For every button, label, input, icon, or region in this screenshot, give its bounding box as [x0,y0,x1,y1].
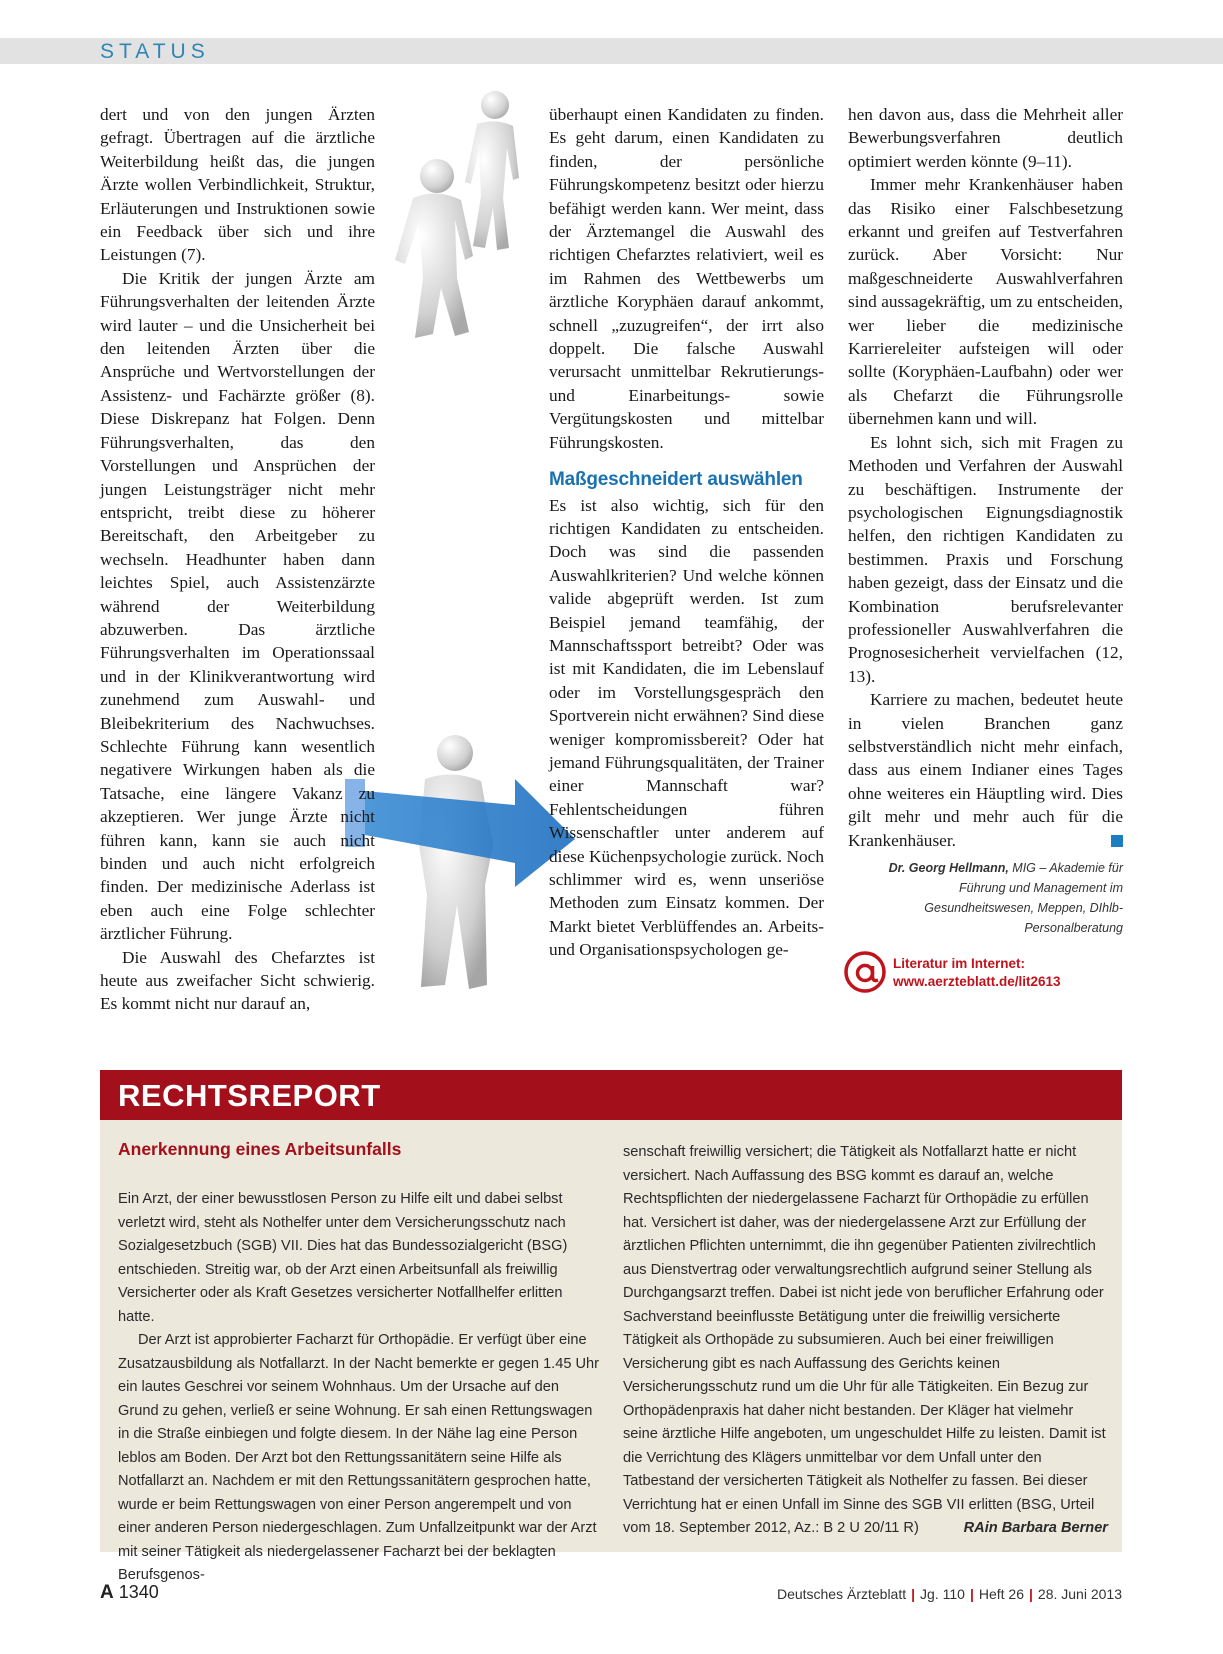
paragraph [623,1141,1108,1541]
paragraph-text: Karriere zu machen, bedeutet heute in vielen Branchen ganz selbstverständlich nicht mehr einfach, dass aus einem Indianer eines Tages ohne weiteres ein Häuptling wird. Dies gilt mehr und mehr auch für die Krankenhäuser. [848,690,1123,850]
page-prefix: A [100,1582,114,1603]
walking-figures-illustration [385,88,545,358]
separator: | [911,1586,916,1602]
literature-link[interactable] [893,955,1061,991]
paragraph: Es lohnt sich, sich mit Fragen zu Methoden und Verfahren der Auswahl zu beschäftigen. Instrumente der psychologischen Eignungsdiagnostik helfen, den richtigen Kandidaten zu bestimmen. Praxis und Forschung haben gezeigt, dass der Einsatz und die Kombination berufsrelevanter professioneller Auswahlverfahren die Prognosesicherheit vervielfachen (12, 13). [848,432,1123,686]
paragraph: Es ist also wichtig, sich für den richtigen Kandidaten zu entscheiden. Doch was sind die passenden Auswahlkriterien? Und welche können valide abgeprüft werden. Ist zum Beispiel jemand teamfähig, der Mannschaftssport betreibt? Oder was ist mit Kandidaten, die im Lebenslauf oder im Vorstellungsgespräch den Sportverein nicht erwähnen? Sind diese weniger kompromissbereit? Oder hat jemand Führungsqualitäten, der Trainer einer Mannschaft war? Fehlentscheidungen führen Wissenschaftler unter anderem auf diese Küchenpsychologie zurück. Noch schlimmer wird es, wenn unseriöse Methoden zum Einsatz kommen. Der Markt bietet Verblüffendes an. Arbeits- und Organisationspsychologen ge- [549,495,824,960]
section-label: STATUS [100,40,210,63]
paragraph-text: senschaft freiwillig versichert; die Tätigkeit als Notfallarzt hatte er nicht versichert. Nach Auffassung des BSG kommt es darauf an, welche Rechtspflichten der niedergelassene Facharzt für Orthopädie zu erfüllen hat. Versichert ist daher, was der niedergelassene Arzt zur Erfüllung der ärztlichen Pflichten unternimmt, die ihn gegenüber Patienten zivilrechtlich aus Dienstvertrag oder verwaltungsrechtlich aufgrund seiner Stellung als Durchgangsarzt treffen. Dabei ist nicht jede von beruflicher Erfahrung oder Sachverstand beeinflusste Betätigung unter die freiwillig versicherte Tätigkeit als Orthopäde zu subsumieren. Auch bei einer freiwilligen Versicherung gibt es nach Auffassung des Gerichts keinen Versicherungsschutz rund um die Uhr für alle Tätigkeiten. Ein Bezug zur Orthopädenpraxis hat daher nicht bestanden. Der Kläger hat vielmehr seine ärztliche Hilfe angeboten, um ungeschuldet Hilfe zu leisten. Damit ist die Verrichtung des Klägers unmittelbar vor dem Unfall unter den Tatbestand der versicherten Tätigkeit als Nothelfer zu fassen. Bei dieser Verrichtung hat er einen Unfall im Sinne des SGB VII erlitten (BSG, Urteil vom 18. September 2012, Az.: B 2 U 20/11 R) [623,1144,1106,1536]
separator: | [1029,1586,1033,1602]
rechtsreport-title: RECHTSREPORT [118,1078,381,1113]
separator: | [969,1586,974,1602]
rechtsreport-heading: Anerkennung eines Arbeitsunfalls [118,1139,402,1159]
paragraph: Immer mehr Krankenhäuser haben das Risiko einer Falschbesetzung erkannt und greifen auf Testverfahren zurück. Aber Vorsicht: Nur maßgeschneiderte Auswahlverfahren sind aussagekräftig, um zu entscheiden, wer lieber die medizinische Karriereleiter aufsteigen will oder sollte (Koryphäen-Laufbahn) oder wer als Chefarzt die Führungsrolle übernehmen kann und will. [848,175,1123,429]
publication-info [777,1586,1122,1602]
subheading: Maßgeschneidert auswählen [549,469,803,491]
paragraph: überhaupt einen Kandidaten zu finden. Es geht darum, einen Kandidaten zu finden, der persönliche Führungskompetenz besitzt oder hierzu befähigt werden kann. Wer meint, dass der Ärztemangel die Auswahl des richtigen Chefarztes relativiert, weil es im Rahmen des Wettbewerbs um ärztliche Koryphäen darauf ankommt, schnell „zuzugreifen“, der irrt also doppelt. Die falsche Auswahl verursacht unmittelbar Rekrutierungs- und Einarbeitungs- sowie Vergütungskosten und mittelbar Führungskosten. [549,105,824,452]
issue-date: 28. Juni 2013 [1037,1586,1122,1602]
page-number [100,1582,159,1604]
paragraph: Die Kritik der jungen Ärzte am Führungsverhalten der leitenden Ärzte wird lauter – und die Unsicherheit bei den leitenden Ärzten über die Ansprüche und Wertvorstellungen der Assistenz- und Fachärzte größer (8). Diese Diskrepanz hat Folgen. Denn Führungsverhalten, das den Vorstellungen und Ansprüchen der jungen Leistungsträger nicht mehr entspricht, treibt diese zu höherer Bereitschaft, den Arbeitgeber zu wechseln. Headhunter haben dann leichtes Spiel, auch Assistenzärzte während der Weiterbildung abzuwerben. Das ärztliche Führungsverhalten im Operationssaal und in der Klinikverantwortung wird zunehmend zum Auswahl- und Bleibekriterium des Nachwuchses. Schlechte Führung kann wesentlich negativere Wirkungen haben als die Tatsache, eine längere Vakanz zu akzeptieren. Wer junge Ärzte nicht führen kann, kann sie auch nicht binden und auch nicht erfolgreich finden. Der medizinische Aderlass ist eben auch eine Folge schlechter ärztlicher Führung. [100,268,375,944]
rechtsreport-column-2 [623,1141,1108,1541]
page-number-value: 1340 [118,1582,159,1602]
at-sign-icon [843,950,887,994]
paragraph: Der Arzt ist approbierter Facharzt für Orthopädie. Er verfügt über eine Zusatzausbildung als Notfallarzt. In der Nacht bemerkte er gegen 1.45 Uhr ein lautes Geschrei vor seinem Wohnhaus. Um der Ursache auf den Grund zu gehen, verließ er seine Wohnung. Er sah einen Rettungswagen in die Straße einbiegen und folgte diesem. In der Nähe lag eine Person leblos am Boden. Der Arzt bot den Rettungssanitätern seine Hilfe als Notfallarzt an. Nachdem er mit den Rettungssanitätern gesprochen hatte, wurde er beim Rettungswagen von einer Person angerempelt und von einer anderen Person niedergeschlagen. Zum Unfallzeitpunkt war der Arzt mit seiner Tätigkeit als niedergelassener Facharzt bei der beklagten Berufsgenos- [118,1332,600,1583]
volume: Jg. 110 [920,1586,965,1602]
paragraph-final [848,688,1123,852]
article-column-1 [100,103,375,1016]
paragraph: hen davon aus, dass die Mehrheit aller Bewerbungsverfahren deutlich optimiert werden könnte (9–11). [848,105,1123,171]
author-credit [848,858,1123,938]
issue: Heft 26 [978,1586,1024,1602]
rechtsreport-column-1 [118,1188,600,1588]
paragraph: Ein Arzt, der einer bewusstlosen Person zu Hilfe eilt und dabei selbst verletzt wird, steht als Nothelfer unter dem Versicherungsschutz nach Sozialgesetzbuch (SGB) VII. Dies hat das Bundessozialgericht (BSG) entschieden. Streitig war, ob der Arzt einen Arbeitsunfall als freiwillig Versicherter oder als Kraft Gesetzes versicherter Notfallhelfer erlitten hatte. [118,1191,568,1325]
article-column-2 [549,103,824,962]
author-affiliation: MIG – Akademie für Führung und Management im Gesundheitswesen, Meppen, DIhlb-Personalberatung [924,861,1123,935]
journal-name: Deutsches Ärzteblatt [776,1586,907,1602]
end-mark-icon [1111,835,1123,847]
literature-label: Literatur im Internet: [893,956,1026,971]
signature: RAin Barbara Berner [963,1520,1108,1536]
article-column-3 [848,103,1123,852]
author-name: Dr. Georg Hellmann, [888,861,1009,875]
literature-url[interactable]: www.aerzteblatt.de/lit2613 [893,974,1061,989]
paragraph: dert und von den jungen Ärzten gefragt. Übertragen auf die ärztliche Weiterbildung heißt das, die jungen Ärzte wollen Verbindlichkeit, Struktur, Erläuterungen und Instruktionen sowie ein Feedback über sich und ihre Leistungen (7). [100,105,375,265]
paragraph: Die Auswahl des Chefarztes ist heute aus zweifacher Sicht schwierig. Es kommt nicht nur darauf an, [100,947,375,1014]
